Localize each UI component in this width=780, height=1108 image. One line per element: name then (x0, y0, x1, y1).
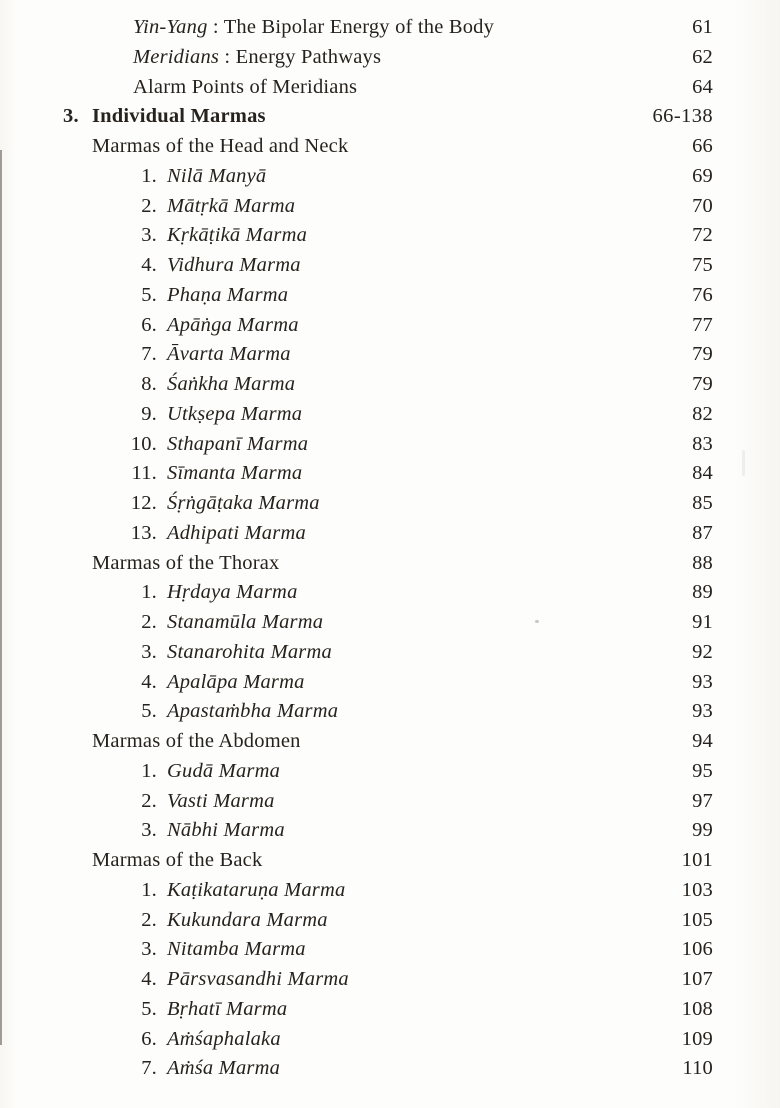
entry-page-number: 85 (692, 492, 713, 514)
entry-page-number: 108 (681, 997, 713, 1020)
toc-item-row (0, 965, 780, 995)
entry-number: 3. (141, 938, 157, 961)
entry-title: Kṛkāṭikā Marma (167, 224, 308, 247)
entry-number: 3. (141, 819, 157, 842)
entry-number: 6. (141, 1027, 157, 1050)
toc-item-row (0, 281, 780, 311)
entry-number: 3. (141, 640, 157, 663)
entry-page-number: 64 (692, 75, 713, 98)
entry-title: Śṛṅgāṭaka Marma (167, 492, 320, 514)
entry-title: Gudā Marma (167, 759, 281, 782)
toc-item-row (0, 459, 780, 489)
entry-number: 7. (141, 343, 157, 366)
toc-item-row (0, 668, 780, 698)
entry-title: Pārsvasandhi Marma (167, 968, 349, 990)
entry-page-number: 107 (681, 968, 713, 990)
entry-number: 11. (131, 462, 157, 485)
toc-chapter-row (0, 102, 780, 132)
entry-title: Sīmanta Marma (167, 462, 303, 485)
toc-item-row (0, 1025, 780, 1055)
toc-item-row (0, 251, 780, 281)
entry-number: 5. (141, 997, 157, 1020)
entry-number: 5. (141, 283, 157, 306)
entry-page-number: 61 (692, 16, 713, 38)
entry-title: Mātṛkā Marma (167, 194, 296, 217)
entry-title: Āvarta Marma (167, 343, 291, 366)
entry-number: 3. (63, 105, 79, 128)
entry-page-number: 72 (692, 224, 713, 247)
toc-item-row (0, 906, 780, 936)
toc-section-row (0, 846, 780, 876)
entry-page-number: 94 (692, 730, 713, 752)
entry-page-number: 84 (692, 462, 713, 485)
toc-item-row (0, 757, 780, 787)
entry-page-number: 83 (692, 432, 713, 455)
entry-title: Marmas of the Head and Neck (92, 135, 349, 157)
toc-item-row (0, 608, 780, 638)
toc-item-row (0, 1054, 780, 1084)
entry-title: Sthapanī Marma (167, 432, 309, 455)
entry-title: Nābhi Marma (167, 819, 285, 842)
entry-number: 13. (130, 521, 157, 544)
entry-title: Stanarohita Marma (167, 640, 332, 663)
toc-item-row (0, 400, 780, 430)
toc-item-row (0, 162, 780, 192)
toc-item-row (0, 489, 780, 519)
entry-number: 12. (130, 492, 157, 514)
entry-page-number: 79 (692, 343, 713, 366)
entry-title: Aṁśa Marma (167, 1057, 281, 1080)
entry-page-number: 93 (692, 700, 713, 723)
entry-page-number: 101 (681, 849, 713, 871)
entry-title: Kukundara Marma (167, 908, 328, 931)
entry-number: 10. (130, 432, 157, 455)
toc-item-row (0, 192, 780, 222)
toc-front-row (0, 73, 780, 103)
toc-item-row (0, 697, 780, 727)
toc-item-row (0, 816, 780, 846)
entry-title: Nitamba Marma (167, 938, 306, 961)
entry-number: 7. (141, 1057, 157, 1080)
entry-number: 1. (141, 164, 157, 187)
entry-title: Marmas of the Back (92, 849, 263, 871)
entry-page-number: 62 (692, 45, 713, 68)
entry-title-roman-part: : Energy Pathways (224, 45, 382, 68)
entry-number: 1. (141, 878, 157, 901)
entry-title: Apastaṁbha Marma (167, 700, 339, 723)
entry-page-number: 97 (692, 789, 713, 812)
entry-title: Apāṅga Marma (167, 313, 299, 336)
toc-front-row (0, 13, 780, 43)
entry-number: 3. (141, 224, 157, 247)
entry-number: 2. (141, 908, 157, 931)
toc-front-row (0, 43, 780, 73)
toc-item-row (0, 370, 780, 400)
entry-number: 6. (141, 313, 157, 336)
entry-number: 2. (141, 611, 157, 633)
entry-title: Apalāpa Marma (167, 670, 305, 693)
entry-title: Vasti Marma (167, 789, 275, 812)
entry-number: 8. (141, 373, 157, 395)
entry-page-number: 110 (682, 1057, 713, 1080)
entry-page-number: 66-138 (652, 105, 713, 128)
entry-title: Vidhura Marma (167, 254, 301, 276)
entry-number: 1. (141, 581, 157, 604)
entry-title: Bṛhatī Marma (167, 997, 288, 1020)
entry-page-number: 88 (692, 551, 713, 574)
entry-title: Marmas of the Thorax (92, 551, 280, 574)
entry-number: 9. (141, 402, 157, 425)
entry-title: Aṁśaphalaka (167, 1027, 281, 1050)
entry-page-number: 87 (692, 521, 713, 544)
entry-page-number: 95 (692, 759, 713, 782)
toc-entry-list (0, 13, 780, 1084)
entry-page-number: 103 (681, 878, 713, 901)
entry-number: 4. (141, 254, 157, 276)
entry-title (133, 73, 357, 103)
entry-title (133, 43, 381, 73)
entry-number: 1. (141, 759, 157, 782)
toc-section-row (0, 549, 780, 579)
entry-title: Hṛdaya Marma (167, 581, 298, 604)
entry-title-italic-part: Yin-Yang (133, 16, 208, 38)
toc-item-row (0, 311, 780, 341)
entry-page-number: 92 (692, 640, 713, 663)
entry-page-number: 75 (692, 254, 713, 276)
entry-number: 2. (141, 789, 157, 812)
entry-title: Phaṇa Marma (167, 283, 289, 306)
entry-page-number: 105 (681, 908, 713, 931)
entry-page-number: 106 (681, 938, 713, 961)
entry-page-number: 99 (692, 819, 713, 842)
entry-page-number: 109 (681, 1027, 713, 1050)
entry-number: 4. (141, 968, 157, 990)
entry-title-roman-part: : The Bipolar Energy of the Body (212, 16, 495, 38)
entry-title-italic-part: Meridians (133, 45, 220, 68)
entry-title: Stanamūla Marma (167, 611, 324, 633)
toc-item-row (0, 787, 780, 817)
toc-section-row (0, 132, 780, 162)
toc-item-row (0, 578, 780, 608)
entry-page-number: 69 (692, 164, 713, 187)
entry-title (133, 13, 494, 43)
entry-title: Utkṣepa Marma (167, 402, 303, 425)
entry-page-number: 66 (692, 135, 713, 157)
toc-item-row (0, 995, 780, 1025)
entry-page-number: 89 (692, 581, 713, 604)
entry-page-number: 79 (692, 373, 713, 395)
entry-page-number: 70 (692, 194, 713, 217)
toc-item-row (0, 638, 780, 668)
toc-item-row (0, 221, 780, 251)
entry-page-number: 93 (692, 670, 713, 693)
entry-title: Adhipati Marma (167, 521, 306, 544)
entry-title: Kaṭikataruṇa Marma (167, 878, 346, 901)
entry-title-roman-part: Alarm Points of Meridians (133, 75, 358, 98)
entry-page-number: 77 (692, 313, 713, 336)
entry-title: Nilā Manyā (167, 164, 267, 187)
toc-item-row (0, 519, 780, 549)
toc-item-row (0, 935, 780, 965)
entry-page-number: 82 (692, 402, 713, 425)
toc-item-row (0, 876, 780, 906)
entry-title: Śaṅkha Marma (167, 373, 296, 395)
entry-title: Individual Marmas (92, 105, 266, 128)
toc-item-row (0, 340, 780, 370)
toc-item-row (0, 430, 780, 460)
entry-number: 5. (141, 700, 157, 723)
entry-number: 4. (141, 670, 157, 693)
entry-title: Marmas of the Abdomen (92, 730, 301, 752)
entry-page-number: 91 (692, 611, 713, 633)
toc-section-row (0, 727, 780, 757)
entry-number: 2. (141, 194, 157, 217)
entry-page-number: 76 (692, 283, 713, 306)
